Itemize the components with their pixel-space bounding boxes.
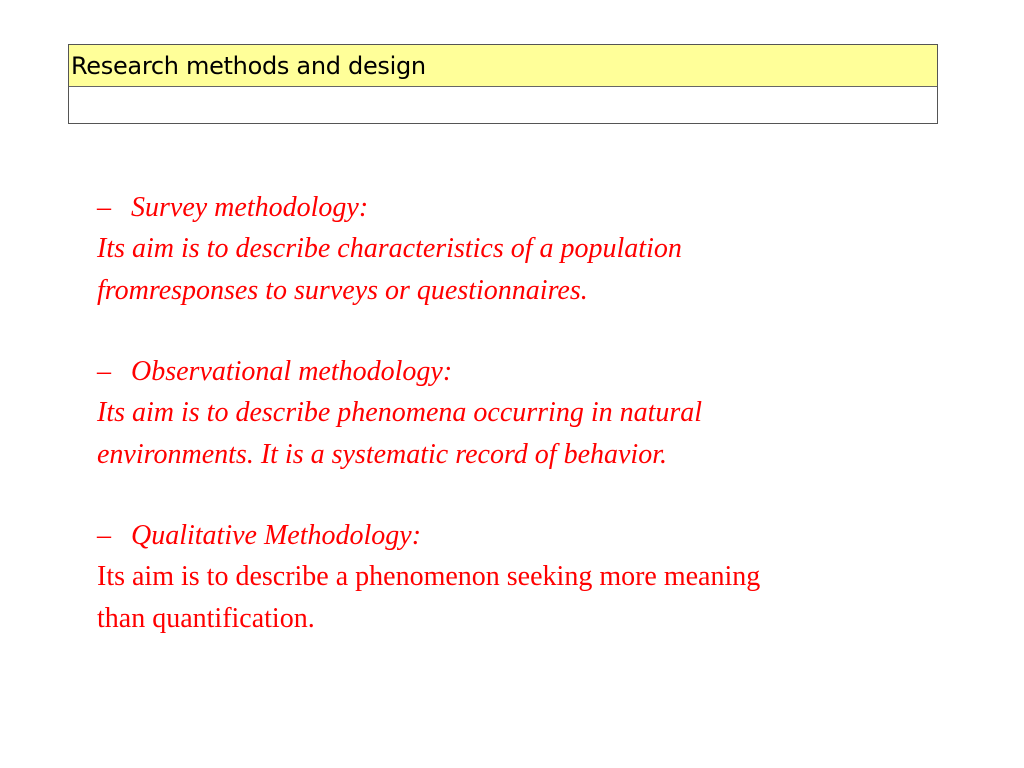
body-line: Its aim is to describe phenomena occurring in natural <box>97 397 703 428</box>
body-line: environments. It is a systematic record of behavior. <box>97 439 668 470</box>
section-heading-text: Qualitative Methodology: <box>131 520 422 551</box>
section-qualitative-methodology <box>97 516 977 640</box>
body-line: Its aim is to describe characteristics of a population <box>97 233 682 264</box>
content-body <box>97 188 977 680</box>
dash-bullet: – <box>97 192 111 223</box>
slide-title: Research methods and design <box>71 52 426 80</box>
section-heading <box>97 352 977 392</box>
dash-bullet: – <box>97 356 111 387</box>
section-heading-text: Observational methodology: <box>131 356 453 387</box>
section-body <box>97 228 977 312</box>
body-line: Its aim is to describe a phenomenon seeking more meaning <box>97 561 761 592</box>
body-line: fromresponses to surveys or questionnaires. <box>97 275 588 306</box>
section-heading <box>97 516 977 556</box>
section-heading-text: Survey methodology: <box>131 192 369 223</box>
section-observational-methodology <box>97 352 977 476</box>
section-heading <box>97 188 977 228</box>
title-band <box>69 45 937 87</box>
section-survey-methodology <box>97 188 977 312</box>
title-box <box>68 44 938 124</box>
section-body <box>97 556 977 640</box>
section-body <box>97 392 977 476</box>
dash-bullet: – <box>97 520 111 551</box>
body-line: than quantification. <box>97 603 315 634</box>
